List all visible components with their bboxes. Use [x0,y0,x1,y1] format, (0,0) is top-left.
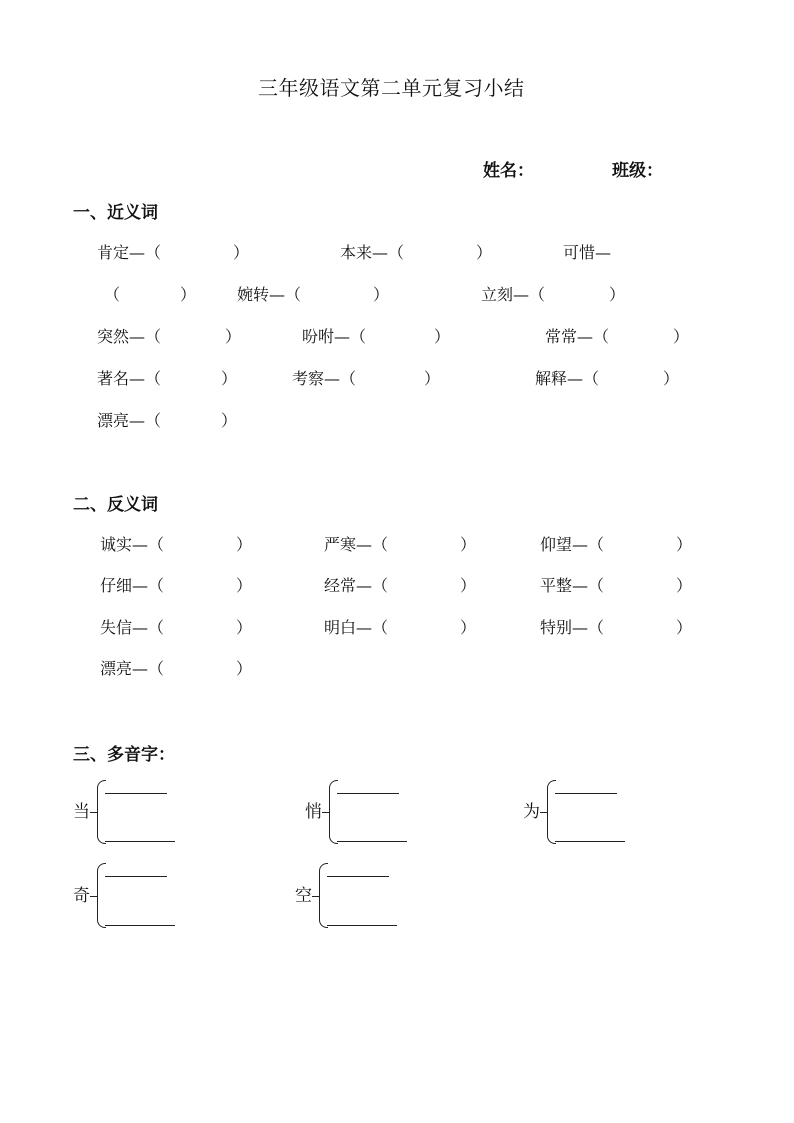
antonym-item: 仔细—（ ） [100,576,253,595]
antonym-item: 明白—（ ） [324,618,477,637]
polyphone-char: 为 [523,802,540,822]
answer-line [555,841,625,842]
antonym-item: 经常—（ ） [324,576,477,595]
brace [329,780,338,844]
brace [97,780,106,844]
answer-line [105,925,175,926]
antonym-item: 仰望—（ ） [540,535,693,554]
synonym-item: 可惜— [563,243,612,262]
synonym-item: 常常—（ ） [545,327,690,346]
answer-line [327,925,397,926]
polyphone-char: 空 [295,886,312,906]
brace [97,863,106,928]
antonym-item: 漂亮—（ ） [100,659,253,678]
synonym-item: （ ） [104,285,197,304]
synonym-item: 吩咐—（ ） [302,327,451,346]
class-label: 班级： [612,161,663,181]
antonym-item: 严寒—（ ） [324,535,477,554]
synonym-item: 解释—（ ） [535,369,680,388]
antonym-item: 诚实—（ ） [100,535,253,554]
name-label: 姓名： [483,161,534,181]
polyphone-char: 悄 [305,802,322,822]
answer-line [105,841,175,842]
synonym-item: 考察—（ ） [292,369,441,388]
polyphone-char: 当 [73,802,90,822]
antonyms-heading: 二、反义词 [73,495,158,515]
answer-line [337,841,407,842]
synonym-item: 本来—（ ） [340,243,493,262]
synonym-item: 漂亮—（ ） [97,411,238,430]
answer-line [105,793,167,794]
brace [547,780,556,844]
answer-line [555,793,617,794]
answer-line [105,876,167,877]
synonyms-heading: 一、近义词 [73,203,158,223]
brace [319,863,328,928]
page-title: 三年级语文第二单元复习小结 [258,76,525,100]
synonym-item: 著名—（ ） [97,369,238,388]
answer-line [327,876,389,877]
antonym-item: 平整—（ ） [540,576,693,595]
polyphone-char: 奇 [73,886,90,906]
answer-line [337,793,399,794]
synonym-item: 婉转—（ ） [237,285,390,304]
synonym-item: 立刻—（ ） [481,285,626,304]
synonym-item: 肯定—（ ） [97,243,250,262]
antonym-item: 特别—（ ） [540,618,693,637]
antonym-item: 失信—（ ） [100,618,253,637]
polyphones-heading: 三、多音字： [73,745,175,765]
synonym-item: 突然—（ ） [97,327,242,346]
